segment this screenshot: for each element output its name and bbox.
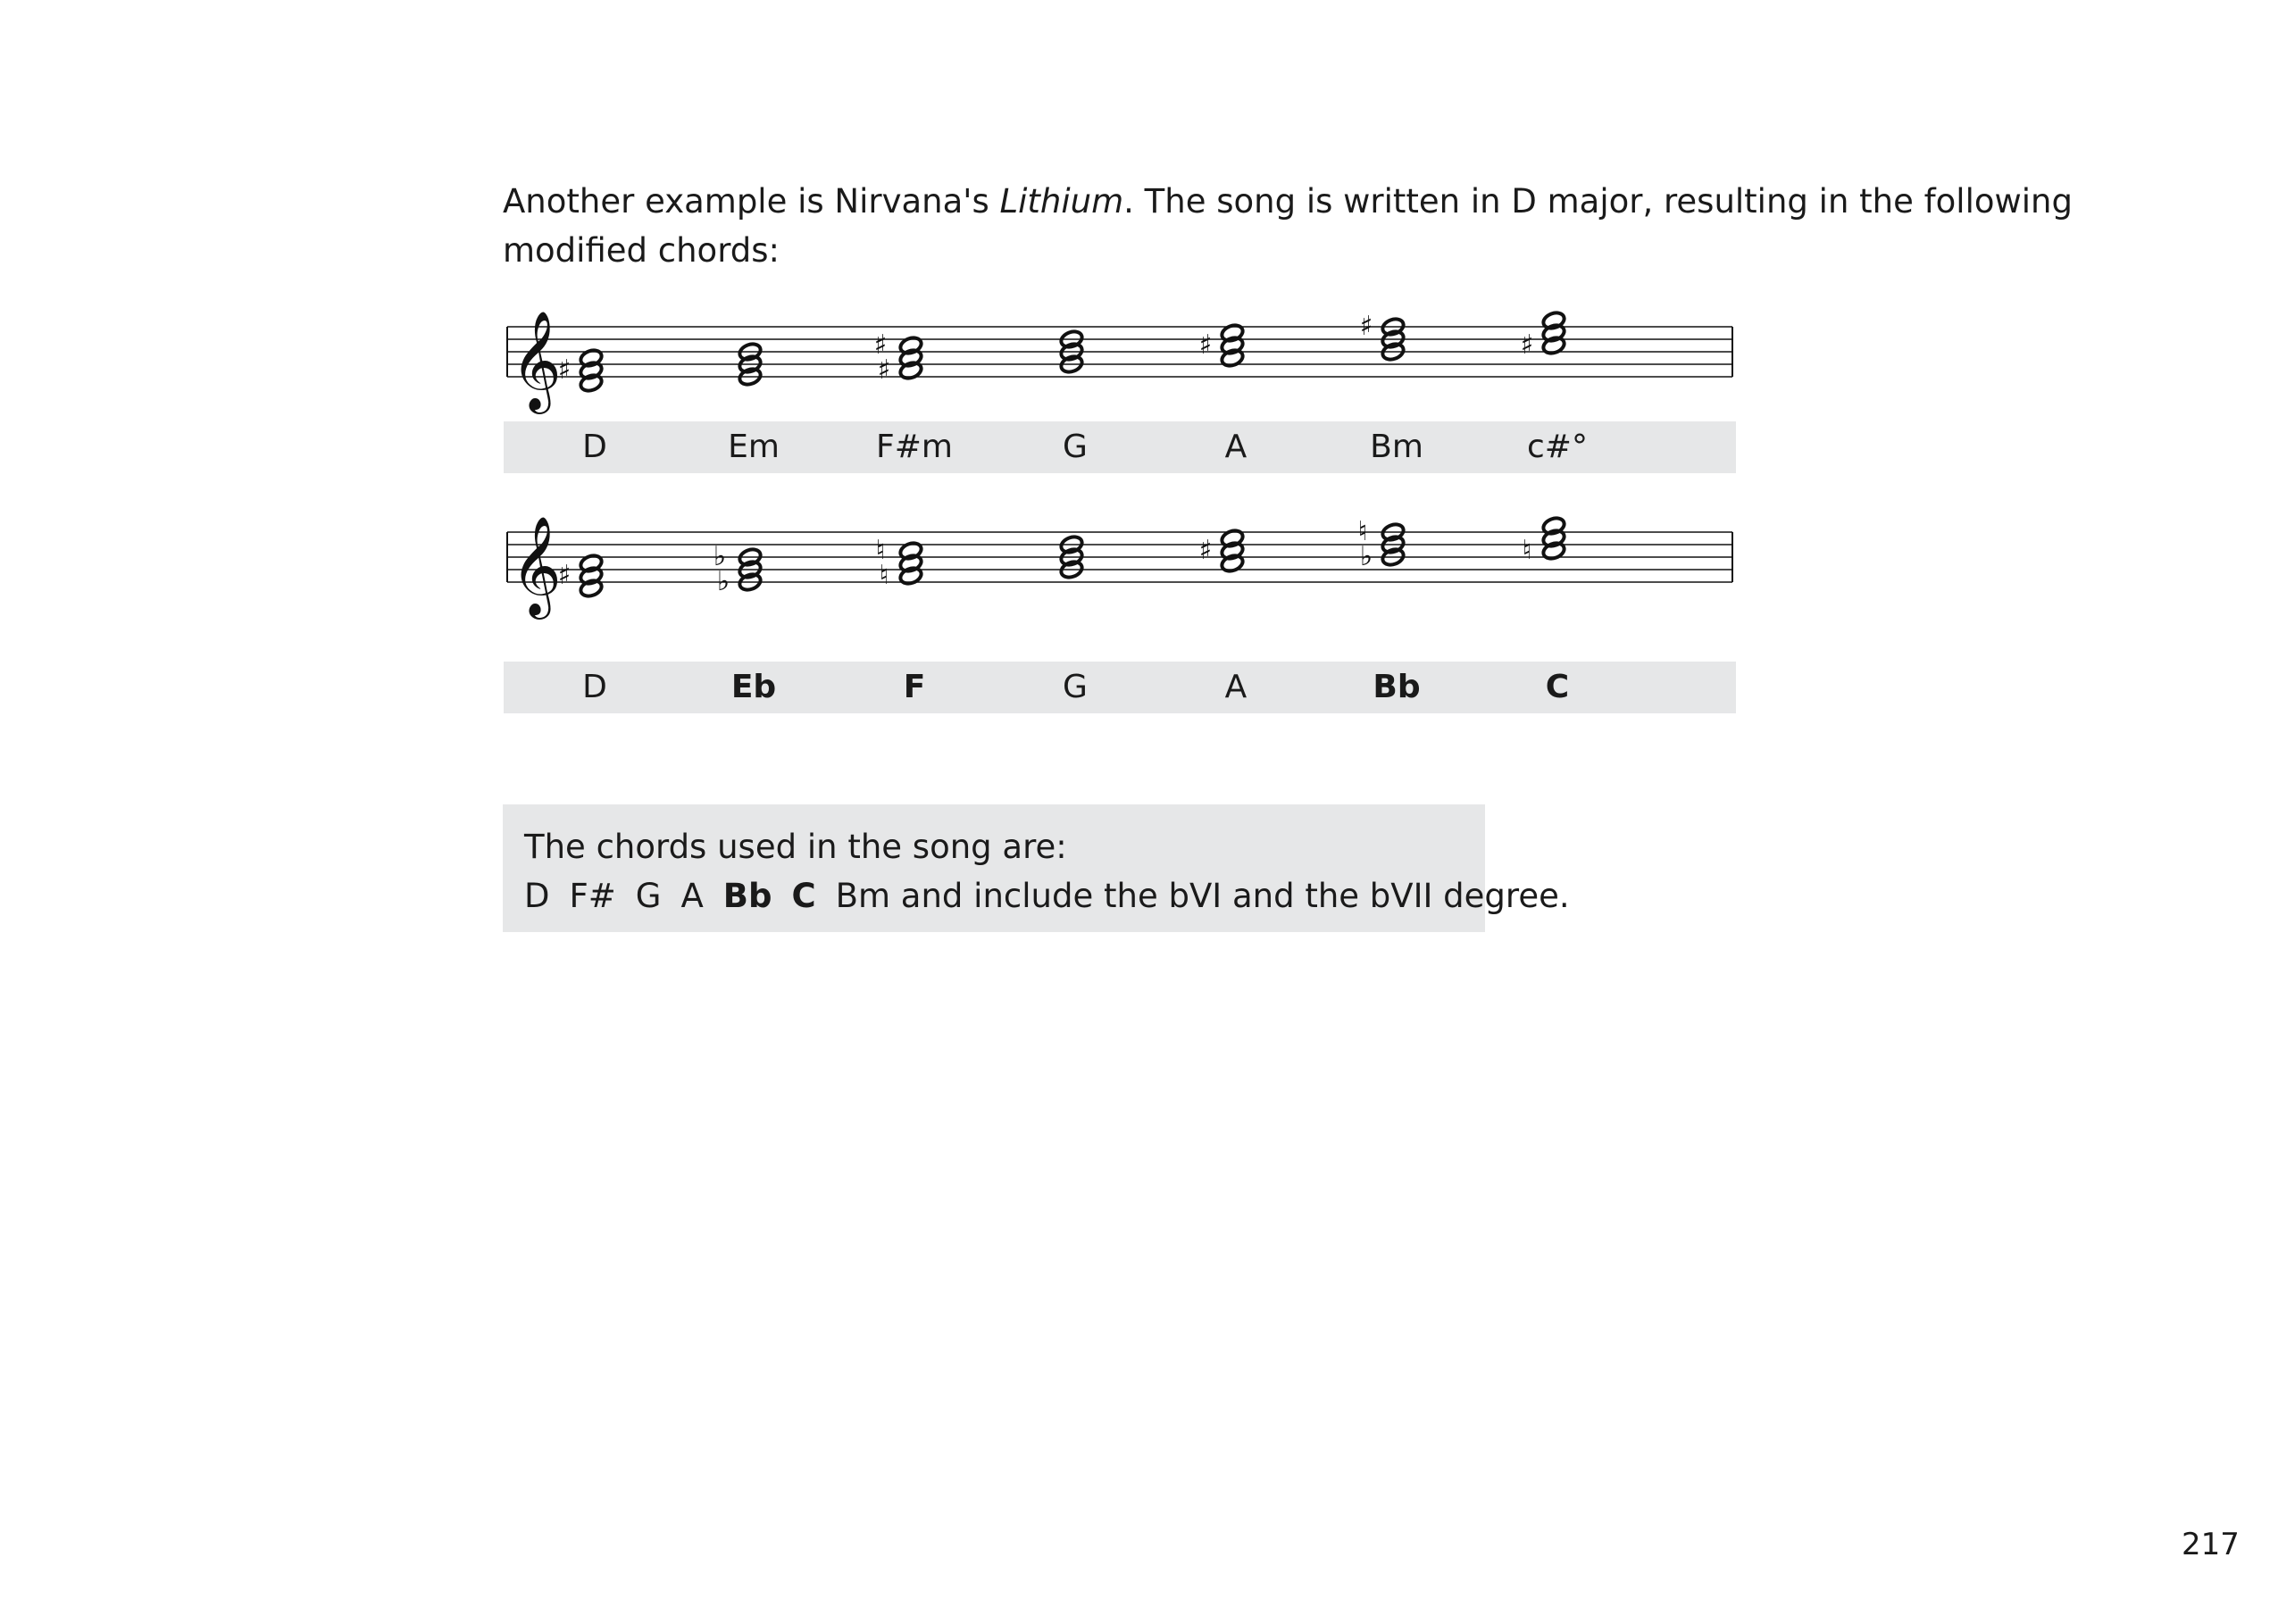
chord-label: F#m	[876, 429, 953, 465]
summary-chord: A	[680, 877, 704, 915]
chords-summary-box	[503, 804, 1570, 932]
accidental-icon: ♯	[557, 354, 572, 386]
accidental-icon: ♮	[875, 535, 886, 566]
chord-label: Bb	[1373, 669, 1421, 705]
chord-label: G	[1063, 429, 1088, 465]
summary-chords-line	[524, 871, 1570, 920]
intro-text-before: Another example is Nirvana's	[503, 182, 1000, 221]
chord-label: Em	[728, 429, 780, 465]
chord-names-row-1	[504, 421, 1736, 473]
accidental-icon: ♯	[557, 560, 572, 591]
treble-clef-icon: 𝄞	[511, 515, 562, 615]
summary-chord: C	[791, 877, 816, 915]
chord-label: Eb	[730, 669, 777, 705]
accidental-icon: ♯	[877, 354, 891, 386]
accidental-icon: ♭	[1359, 541, 1373, 572]
summary-chord: Bb	[722, 877, 772, 915]
summary-tail: Bm and include the bVI and the bVII degree.	[835, 877, 1570, 915]
song-title: Lithium	[999, 182, 1124, 221]
staff-1	[507, 310, 1732, 414]
chord-names-row-2	[504, 662, 1736, 713]
accidental-icon: ♯	[1198, 535, 1213, 566]
chord-label: F	[903, 669, 926, 705]
accidental-icon: ♯	[1520, 329, 1534, 361]
chord-label: A	[1224, 669, 1247, 705]
staff-2	[507, 515, 1732, 620]
summary-chord: D	[524, 877, 550, 915]
summary-heading: The chords used in the song are:	[524, 828, 1067, 866]
page-number: 217	[2182, 1527, 2240, 1562]
chord-label: A	[1224, 429, 1247, 465]
accidental-icon: ♮	[1522, 535, 1532, 566]
summary-chord: G	[635, 877, 662, 915]
accidental-icon: ♯	[1359, 311, 1373, 342]
chord-label: G	[1063, 669, 1088, 705]
chord-label: D	[582, 669, 607, 705]
chord-label: Bm	[1370, 429, 1423, 465]
summary-chord: F#	[569, 877, 616, 915]
accidental-icon: ♯	[1198, 329, 1213, 361]
accidental-icon: ♭	[713, 541, 727, 572]
accidental-icon: ♮	[879, 560, 889, 591]
chord-label: D	[582, 429, 607, 465]
chord-label: C	[1545, 669, 1570, 705]
intro-paragraph	[503, 177, 2074, 275]
intro-text-after: . The song is written in D major, resulting in the following modified chords:	[503, 182, 2073, 270]
accidental-icon: ♯	[873, 329, 888, 361]
treble-clef-icon: 𝄞	[511, 310, 562, 410]
chord-label: c#°	[1527, 429, 1588, 465]
accidental-icon: ♮	[1357, 516, 1368, 547]
accidental-icon: ♭	[716, 566, 730, 597]
